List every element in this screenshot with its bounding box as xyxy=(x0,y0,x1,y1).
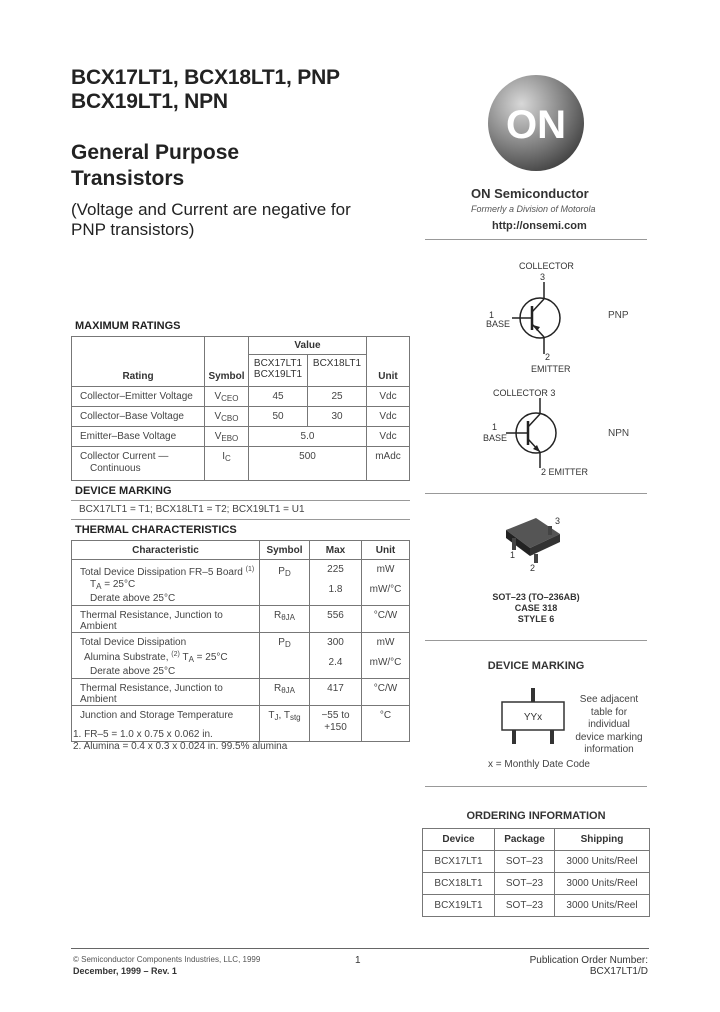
thermal-header-max: Max xyxy=(310,541,362,560)
npn-emitter-label: 2 EMITTER xyxy=(541,467,589,477)
thermal-header-unit: Unit xyxy=(362,541,410,560)
revision-date: December, 1999 – Rev. 1 xyxy=(73,966,177,976)
marking-diagram-title: DEVICE MARKING xyxy=(487,660,585,672)
package-description: SOT–23 (TO–236AB) CASE 318 STYLE 6 xyxy=(492,592,580,624)
ordering-title: ORDERING INFORMATION xyxy=(466,810,606,822)
header-bcx17-bcx19: BCX17LT1 BCX19LT1 xyxy=(249,355,308,387)
thermal-header-char: Characteristic xyxy=(72,541,260,560)
title-line-1: BCX17LT1, BCX18LT1, PNP xyxy=(71,66,340,89)
ordering-header-shipping: Shipping xyxy=(555,829,650,851)
npn-type-label: NPN xyxy=(608,428,630,439)
ordering-header-package: Package xyxy=(495,829,555,851)
footnote-1: 1. FR–5 = 1.0 x 0.75 x 0.062 in. xyxy=(73,729,213,740)
pnp-transistor-symbol xyxy=(510,282,566,354)
header-rating: Rating xyxy=(72,337,205,387)
package-pin2: 2 xyxy=(530,563,536,573)
ordering-header-device: Device xyxy=(423,829,495,851)
publication-number: BCX17LT1/D xyxy=(589,966,648,977)
header-value: Value xyxy=(249,337,367,355)
pnp-emitter-label: EMITTER xyxy=(531,364,571,374)
page-number: 1 xyxy=(355,955,361,966)
pnp-pin2: 2 xyxy=(545,352,551,362)
device-marking-text: BCX17LT1 = T1; BCX18LT1 = T2; BCX19LT1 = U1 xyxy=(79,504,305,515)
table-row: Thermal Resistance, Junction to Ambient $R_{\theta JA}$ 417 °C/W xyxy=(72,679,410,706)
note-line-1: (Voltage and Current are negative for xyxy=(71,200,351,219)
table-row: Total Device Dissipation Alumina Substrate, $^{(2)}$ $T_A = 25^\circ C$ Derate above 25°C $P_D$ 300 2.4 mW mW/°C xyxy=(72,633,410,679)
header-unit: Unit xyxy=(367,337,410,387)
package-pin1: 1 xyxy=(510,550,516,560)
copyright: © Semiconductor Components Industries, LLC, 1999 xyxy=(73,955,261,964)
marking-note: See adjacent table for individual device marking information xyxy=(575,694,643,755)
thermal-table xyxy=(71,540,410,742)
table-row: Collector Current — Continuous $I_C$ 500 mAdc xyxy=(72,447,410,481)
table-row: Thermal Resistance, Junction to Ambient $R_{\theta JA}$ 556 °C/W xyxy=(72,606,410,633)
thermal-header-symbol: Symbol xyxy=(260,541,310,560)
max-ratings-table xyxy=(71,336,410,481)
subtitle-line-2: Transistors xyxy=(71,167,185,190)
table-row: Total Device Dissipation FR–5 Board $^{(1)}$ $T_A = 25^\circ C$ Derate above 25°C $P_D$ 225 1.8 mW mW/°C xyxy=(72,560,410,606)
marking-legend: x = Monthly Date Code xyxy=(488,759,590,770)
title-line-2: BCX19LT1, NPN xyxy=(71,90,228,113)
table-row: Emitter–Base Voltage $V_{EBO}$ 5.0 Vdc xyxy=(72,427,410,447)
npn-base-label: BASE xyxy=(483,433,508,443)
package-pin3: 3 xyxy=(555,516,561,526)
header-bcx18: BCX18LT1 xyxy=(308,355,367,387)
thermal-title: THERMAL CHARACTERISTICS xyxy=(75,524,237,536)
header-symbol: Symbol xyxy=(205,337,249,387)
publication-label: Publication Order Number: xyxy=(529,955,648,966)
website-link[interactable]: http://onsemi.com xyxy=(492,220,587,232)
npn-pin1: 1 xyxy=(492,422,498,432)
npn-transistor-symbol xyxy=(506,398,562,468)
table-row: Junction and Storage Temperature $T_J$, $T_{stg}$ −55 to +150 °C xyxy=(72,706,410,742)
ordering-table xyxy=(422,828,650,917)
marking-code: YYx xyxy=(523,712,543,723)
pnp-base-label: BASE xyxy=(486,319,511,329)
device-marking-title: DEVICE MARKING xyxy=(75,485,172,497)
table-row: BCX17LT1 SOT–23 3000 Units/Reel xyxy=(423,851,650,873)
formerly-text: Formerly a Division of Motorola xyxy=(471,204,596,214)
pnp-pin3: 3 xyxy=(540,272,546,282)
note-line-2: PNP transistors) xyxy=(71,220,195,239)
pnp-type-label: PNP xyxy=(608,310,629,321)
npn-collector-label: COLLECTOR 3 xyxy=(493,388,556,398)
logo-text: ON xyxy=(506,103,566,147)
pnp-collector-label: COLLECTOR xyxy=(519,261,574,271)
table-row: Collector–Base Voltage $V_{CBO}$ 50 30 Vdc xyxy=(72,407,410,427)
pnp-pin1: 1 xyxy=(489,310,495,320)
max-ratings-title: MAXIMUM RATINGS xyxy=(75,320,181,332)
company-name: ON Semiconductor xyxy=(471,186,589,201)
footnote-2: 2. Alumina = 0.4 x 0.3 x 0.024 in. 99.5% alumina xyxy=(73,741,288,752)
table-row: Collector–Emitter Voltage $V_{CEO}$ 45 25 Vdc xyxy=(72,387,410,407)
table-row: BCX18LT1 SOT–23 3000 Units/Reel xyxy=(423,873,650,895)
on-logo xyxy=(487,74,585,172)
table-row: BCX19LT1 SOT–23 3000 Units/Reel xyxy=(423,895,650,917)
subtitle-line-1: General Purpose xyxy=(71,141,240,164)
